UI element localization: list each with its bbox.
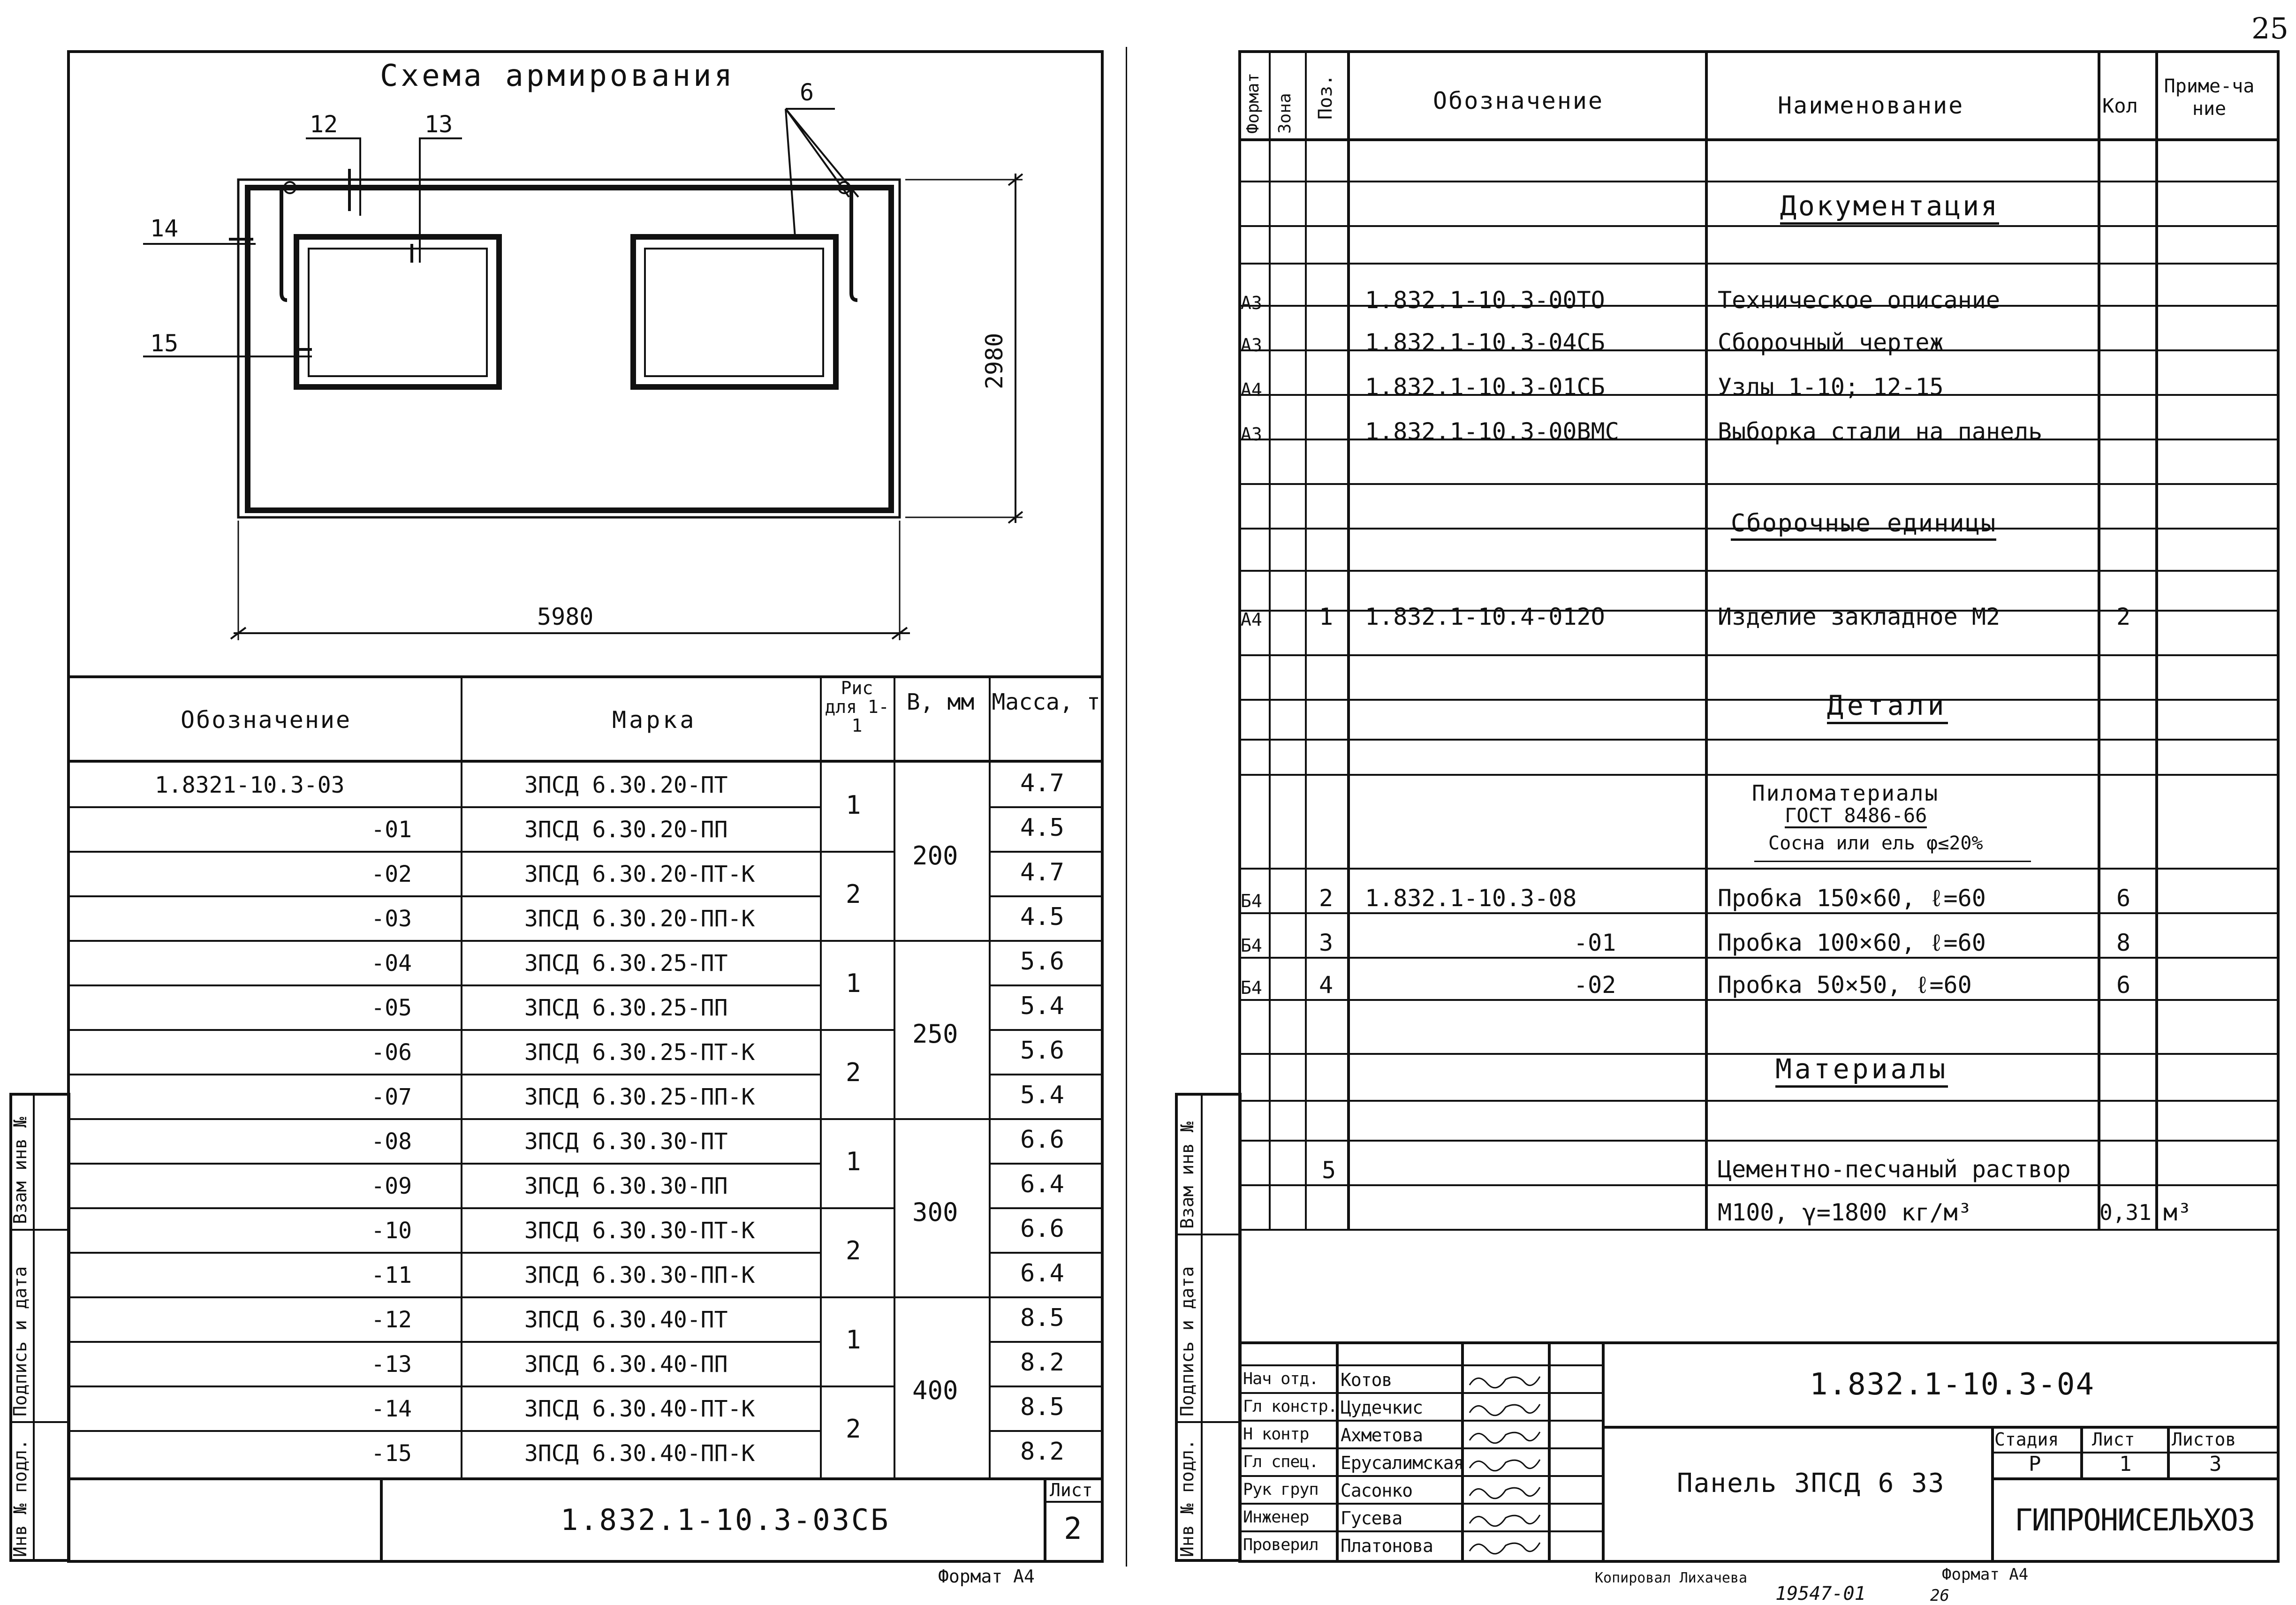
rt-header-designation: Обозначение (1433, 87, 1604, 114)
lt-fig-line (820, 1207, 894, 1209)
rt-name: Сборочный чертеж (1718, 329, 1944, 356)
archive-page: 26 (1930, 1586, 1949, 1605)
lt-designation: -06 (371, 1039, 412, 1066)
rt-section-assembly: Сборочные единицы (1731, 511, 1996, 541)
lt-designation: -14 (371, 1396, 412, 1422)
lt-mass: 5.4 (1020, 992, 1064, 1020)
rt-designation: 1.832.1-10.3-08 (1365, 885, 1577, 912)
lt-mass: 4.5 (1020, 814, 1064, 842)
lt-row-line (989, 1385, 1104, 1387)
lt-mark: 3ПСД 6.30.40-ПП-К (524, 1440, 755, 1467)
rt-designation: -01 (1574, 929, 1616, 956)
scheme-title: Схема армирования (380, 59, 735, 93)
lt-designation: -12 (371, 1307, 412, 1333)
sheet-separator (1126, 47, 1127, 1567)
right-format: Формат А4 (1942, 1565, 2029, 1584)
rt-row-line (1238, 957, 2280, 959)
rt-lumber-line2: ГОСТ 8486-66 (1785, 806, 1927, 828)
lt-designation: -15 (371, 1440, 412, 1467)
lt-b-value: 400 (912, 1376, 958, 1405)
rt-designation: 1.832.1-10.3-04СБ (1365, 329, 1605, 356)
lt-row-line (989, 1430, 1104, 1432)
copied-by: Копировал Лихачева (1595, 1570, 1748, 1586)
lt-group-line (820, 1296, 989, 1298)
left-side-podpis: Подпись и дата (10, 1266, 30, 1416)
rt-row-line (1238, 1229, 2280, 1231)
lt-designation: -10 (371, 1218, 412, 1244)
rt-position: 1 (1319, 603, 1334, 630)
lt-row-line (989, 1163, 1104, 1165)
lt-mass: 5.4 (1020, 1081, 1064, 1109)
lt-mark: 3ПСД 6.30.25-ПТ-К (524, 1039, 755, 1066)
right-side-inv-podl: Инв № подл. (1177, 1439, 1197, 1557)
lt-row-line (67, 1252, 820, 1254)
lt-mass: 8.2 (1020, 1348, 1064, 1377)
lt-mass: 8.5 (1020, 1393, 1064, 1421)
rt-row-line (1238, 225, 2280, 227)
stamp-name: Сасонко (1341, 1480, 1413, 1501)
rt-position: 3 (1319, 929, 1334, 956)
left-sheet-label: Лист (1050, 1480, 1093, 1500)
lt-designation: 1.8321-10.3-03 (155, 772, 345, 798)
lt-mark: 3ПСД 6.30.20-ПТ-К (524, 861, 755, 887)
rt-format: Б4 (1241, 977, 1262, 998)
stamp-role: Гл констр. (1243, 1397, 1337, 1416)
lt-fig-line (820, 851, 894, 853)
lt-row-line (67, 984, 820, 986)
lt-row-line (989, 1252, 1104, 1254)
stamp-row-line (1238, 1392, 1602, 1394)
lt-row-line (67, 1163, 820, 1165)
lt-fig: 2 (846, 1058, 861, 1087)
rt-row-line (1238, 1184, 2280, 1186)
lt-row-line (989, 1118, 1104, 1120)
lt-row-line (67, 1385, 894, 1387)
rt-designation: 1.832.1-10.3-00ТО (1365, 287, 1605, 314)
stamp-row-line (1238, 1503, 1602, 1505)
lt-fig: 2 (846, 879, 861, 909)
lt-fig: 1 (846, 1325, 861, 1355)
lt-row-line (67, 1341, 820, 1343)
lt-row-line (67, 806, 820, 808)
rt-material-name: Цементно-песчаный раствор (1718, 1156, 2071, 1183)
rt-material-spec: М100, γ=1800 кг/м³ (1718, 1199, 1972, 1226)
rt-header-name: Наименование (1778, 92, 1964, 119)
stamp-name: Цудечкис (1341, 1397, 1423, 1418)
stamp-row-line (1238, 1364, 1602, 1366)
rt-name: Изделие закладное М2 (1718, 603, 2000, 630)
rt-format: Б4 (1241, 891, 1262, 911)
lt-header-fig: Рис для 1-1 (825, 678, 889, 736)
rt-row-line (1238, 739, 2280, 741)
stamp-role: Рук груп (1243, 1480, 1318, 1499)
rt-lumber-line1: Пиломатериалы (1752, 780, 1940, 806)
lt-header-b: В, мм (906, 689, 975, 715)
stamp-sheets: 3 (2209, 1452, 2222, 1476)
rt-header-qty: Кол (2102, 94, 2138, 117)
left-doc-code: 1.832.1-10.3-03СБ (561, 1503, 890, 1537)
stamp-signature (1466, 1425, 1543, 1445)
lt-row-line (989, 1029, 1104, 1031)
stamp-signature (1466, 1453, 1543, 1473)
lt-fig: 1 (846, 1147, 861, 1176)
lt-group-line (820, 940, 989, 942)
rt-row-line (1238, 181, 2280, 182)
left-side-inv-podl: Инв № подл. (10, 1439, 30, 1557)
lt-mass: 6.4 (1020, 1259, 1064, 1287)
lt-mark: 3ПСД 6.30.30-ПТ (524, 1128, 728, 1155)
rt-quantity: 6 (2116, 885, 2131, 912)
lt-designation: -02 (371, 861, 412, 887)
lt-row-line (67, 940, 894, 942)
rt-row-line (1238, 868, 2280, 870)
stamp-sheets-label: Листов (2172, 1429, 2236, 1450)
rt-name: Пробка 100×60, ℓ=60 (1718, 929, 1986, 956)
lt-mark: 3ПСД 6.30.25-ПТ (524, 950, 728, 977)
lt-designation: -07 (371, 1084, 412, 1110)
dim-width: 5980 (537, 603, 594, 630)
lt-header-mass: Масса, т (992, 689, 1100, 715)
lt-row-line (989, 851, 1104, 853)
rt-header-note: Приме-чание (2164, 76, 2255, 120)
lt-row-line (67, 1207, 894, 1209)
stamp-sheet: 1 (2119, 1452, 2132, 1476)
rt-row-line (1238, 1140, 2280, 1142)
stamp-stage-label: Стадия (1994, 1429, 2059, 1450)
stamp-signature (1466, 1370, 1543, 1390)
rt-format: А3 (1241, 335, 1262, 356)
rt-name: Пробка 150×60, ℓ=60 (1718, 885, 1986, 912)
page-number: 25 (2251, 11, 2288, 45)
lt-row-line (989, 1341, 1104, 1343)
lt-mark: 3ПСД 6.30.30-ПП-К (524, 1262, 755, 1288)
rt-row-line (1238, 263, 2280, 265)
stamp-row-line (1238, 1530, 1602, 1532)
lt-fig-line (820, 1029, 894, 1031)
stamp-signature (1466, 1508, 1543, 1528)
rt-format: А4 (1241, 379, 1262, 400)
rt-designation: 1.832.1-10.3-01СБ (1365, 373, 1605, 401)
lt-row-line (67, 1118, 894, 1120)
lt-designation: -09 (371, 1173, 412, 1199)
callout-15: 15 (150, 330, 179, 357)
rt-row-line (1238, 999, 2280, 1001)
lt-mass: 4.7 (1020, 769, 1064, 797)
lt-row-line (989, 1207, 1104, 1209)
lt-row-line (989, 1296, 1104, 1298)
rt-quantity: 6 (2116, 971, 2131, 999)
rt-format: А4 (1241, 609, 1262, 630)
lt-designation: -04 (371, 950, 412, 977)
stamp-organization: ГИПРОНИСЕЛЬХОЗ (2015, 1503, 2255, 1538)
dim-height: 2980 (981, 333, 1008, 389)
lt-b-value: 250 (912, 1019, 958, 1049)
callout-13: 13 (424, 111, 453, 138)
rt-name: Пробка 50×50, ℓ=60 (1718, 971, 1972, 999)
rt-lumber-line3: Сосна или ель φ≤20% (1768, 833, 1983, 854)
right-sheet-frame (1238, 50, 2280, 1563)
rt-material-pos: 5 (1322, 1157, 1336, 1184)
rt-row-line (1238, 912, 2280, 914)
stamp-name: Ерусалимская (1341, 1453, 1464, 1473)
archive-number: 19547-01 (1775, 1583, 1866, 1605)
lt-header-mark: Марка (612, 706, 697, 734)
lt-mass: 5.6 (1020, 1037, 1064, 1065)
lt-b-value: 300 (912, 1197, 958, 1227)
lt-row-line (67, 1430, 820, 1432)
lt-designation: -01 (371, 817, 412, 843)
lt-mass: 4.7 (1020, 858, 1064, 886)
rt-section-documentation: Документация (1780, 192, 1999, 225)
lt-row-line (989, 940, 1104, 942)
stamp-signature (1466, 1398, 1543, 1417)
lt-mass: 8.5 (1020, 1304, 1064, 1332)
rt-row-line (1238, 570, 2280, 572)
lt-mark: 3ПСД 6.30.30-ПП (524, 1173, 728, 1199)
lt-mass: 6.6 (1020, 1126, 1064, 1154)
stamp-role: Инженер (1243, 1508, 1309, 1527)
lt-mass: 8.2 (1020, 1438, 1064, 1466)
rt-format: Б4 (1241, 935, 1262, 956)
stamp-signature (1466, 1481, 1543, 1500)
rt-position: 2 (1319, 885, 1334, 912)
rt-header-zone: Зона (1275, 93, 1295, 134)
callout-6: 6 (800, 79, 814, 106)
stamp-name: Гусева (1341, 1508, 1402, 1529)
lt-row-line (989, 806, 1104, 808)
stamp-title: Панель 3ПСД 6 33 (1677, 1468, 1945, 1499)
rt-section-materials: Материалы (1775, 1055, 1948, 1088)
lt-designation: -11 (371, 1262, 412, 1288)
stamp-role: Гл спец. (1243, 1453, 1318, 1471)
stamp-code: 1.832.1-10.3-04 (1810, 1367, 2095, 1402)
rt-name: Выборка стали на панель (1718, 418, 2043, 445)
lt-row-line (67, 1074, 820, 1075)
rt-quantity: 2 (2116, 603, 2131, 630)
lt-header-designation: Обозначение (181, 706, 352, 734)
stamp-stage: Р (2029, 1452, 2041, 1476)
rt-format: А3 (1241, 424, 1262, 445)
lt-mark: 3ПСД 6.30.40-ПП (524, 1351, 728, 1378)
left-format: Формат А4 (938, 1566, 1035, 1587)
left-sheet-number: 2 (1064, 1512, 1082, 1546)
rt-row-line (1238, 699, 2280, 701)
lt-row-line (989, 895, 1104, 897)
lt-mass: 5.6 (1020, 947, 1064, 976)
rt-quantity: 8 (2116, 929, 2131, 956)
stamp-sheet-label: Лист (2092, 1429, 2135, 1450)
rt-row-line (1238, 483, 2280, 485)
lt-fig: 2 (846, 1414, 861, 1444)
lt-fig-line (820, 1385, 894, 1387)
lt-fig: 2 (846, 1236, 861, 1265)
lt-row-line (67, 895, 820, 897)
stamp-name: Платонова (1341, 1536, 1433, 1556)
rt-row-line (1238, 1100, 2280, 1102)
lt-mark: 3ПСД 6.30.25-ПП-К (524, 1084, 755, 1110)
rt-row-line (1238, 654, 2280, 656)
rt-header-pos: Поз. (1315, 74, 1336, 120)
lt-designation: -03 (371, 906, 412, 932)
stamp-row-line (1238, 1475, 1602, 1477)
lt-row-line (67, 851, 894, 853)
stamp-signature (1466, 1536, 1543, 1556)
stamp-row-line (1238, 1420, 1602, 1422)
rt-row-line (1238, 774, 2280, 776)
lt-row-line (67, 1029, 894, 1031)
rt-row-line (1238, 1053, 2280, 1055)
stamp-name: Ахметова (1341, 1425, 1423, 1446)
lt-mark: 3ПСД 6.30.20-ПП (524, 817, 728, 843)
lt-row-line (989, 984, 1104, 986)
lt-row-line (989, 1074, 1104, 1075)
lt-mass: 6.6 (1020, 1215, 1064, 1243)
rt-designation: 1.832.1-10.4-012О (1365, 603, 1605, 630)
right-side-podpis: Подпись и дата (1177, 1266, 1197, 1416)
rt-format: А3 (1241, 293, 1262, 313)
lt-mass: 4.5 (1020, 903, 1064, 931)
lt-group-line (820, 1118, 989, 1120)
lt-mark: 3ПСД 6.30.20-ПТ (524, 772, 728, 798)
rt-name: Узлы 1-10; 12-15 (1718, 373, 1944, 401)
stamp-role: Н контр (1243, 1425, 1309, 1444)
lt-mark: 3ПСД 6.30.30-ПТ-К (524, 1218, 755, 1244)
lt-row-line (67, 1296, 894, 1298)
rt-position: 4 (1319, 971, 1334, 999)
lt-designation: -13 (371, 1351, 412, 1378)
callout-14: 14 (150, 215, 179, 242)
stamp-row-line (1238, 1447, 1602, 1449)
lt-mark: 3ПСД 6.30.40-ПТ-К (524, 1396, 755, 1422)
lt-fig: 1 (846, 790, 861, 820)
callout-12: 12 (310, 111, 338, 138)
lt-mark: 3ПСД 6.30.40-ПТ (524, 1307, 728, 1333)
rt-designation: 1.832.1-10.3-00ВМС (1365, 418, 1619, 445)
rt-name: Техническое описание (1718, 287, 2000, 314)
left-side-vzam: Взам инв № (10, 1117, 30, 1224)
lt-mass: 6.4 (1020, 1170, 1064, 1198)
rt-designation: -02 (1574, 971, 1616, 999)
stamp-name: Котов (1341, 1370, 1392, 1390)
lt-designation: -05 (371, 995, 412, 1021)
right-side-vzam: Взам инв № (1177, 1121, 1197, 1229)
stamp-role: Нач отд. (1243, 1370, 1318, 1388)
lt-designation: -08 (371, 1128, 412, 1155)
rt-material-unit: м³ (2163, 1199, 2192, 1226)
lt-b-value: 200 (912, 841, 958, 871)
lt-mark: 3ПСД 6.30.20-ПП-К (524, 906, 755, 932)
rt-section-details: Детали (1827, 692, 1948, 724)
lt-mark: 3ПСД 6.30.25-ПП (524, 995, 728, 1021)
stamp-role: Проверил (1243, 1536, 1318, 1554)
rt-header-format: Формат (1243, 72, 1263, 134)
lt-fig: 1 (846, 969, 861, 998)
rt-material-qty: 0,31 (2099, 1200, 2152, 1225)
